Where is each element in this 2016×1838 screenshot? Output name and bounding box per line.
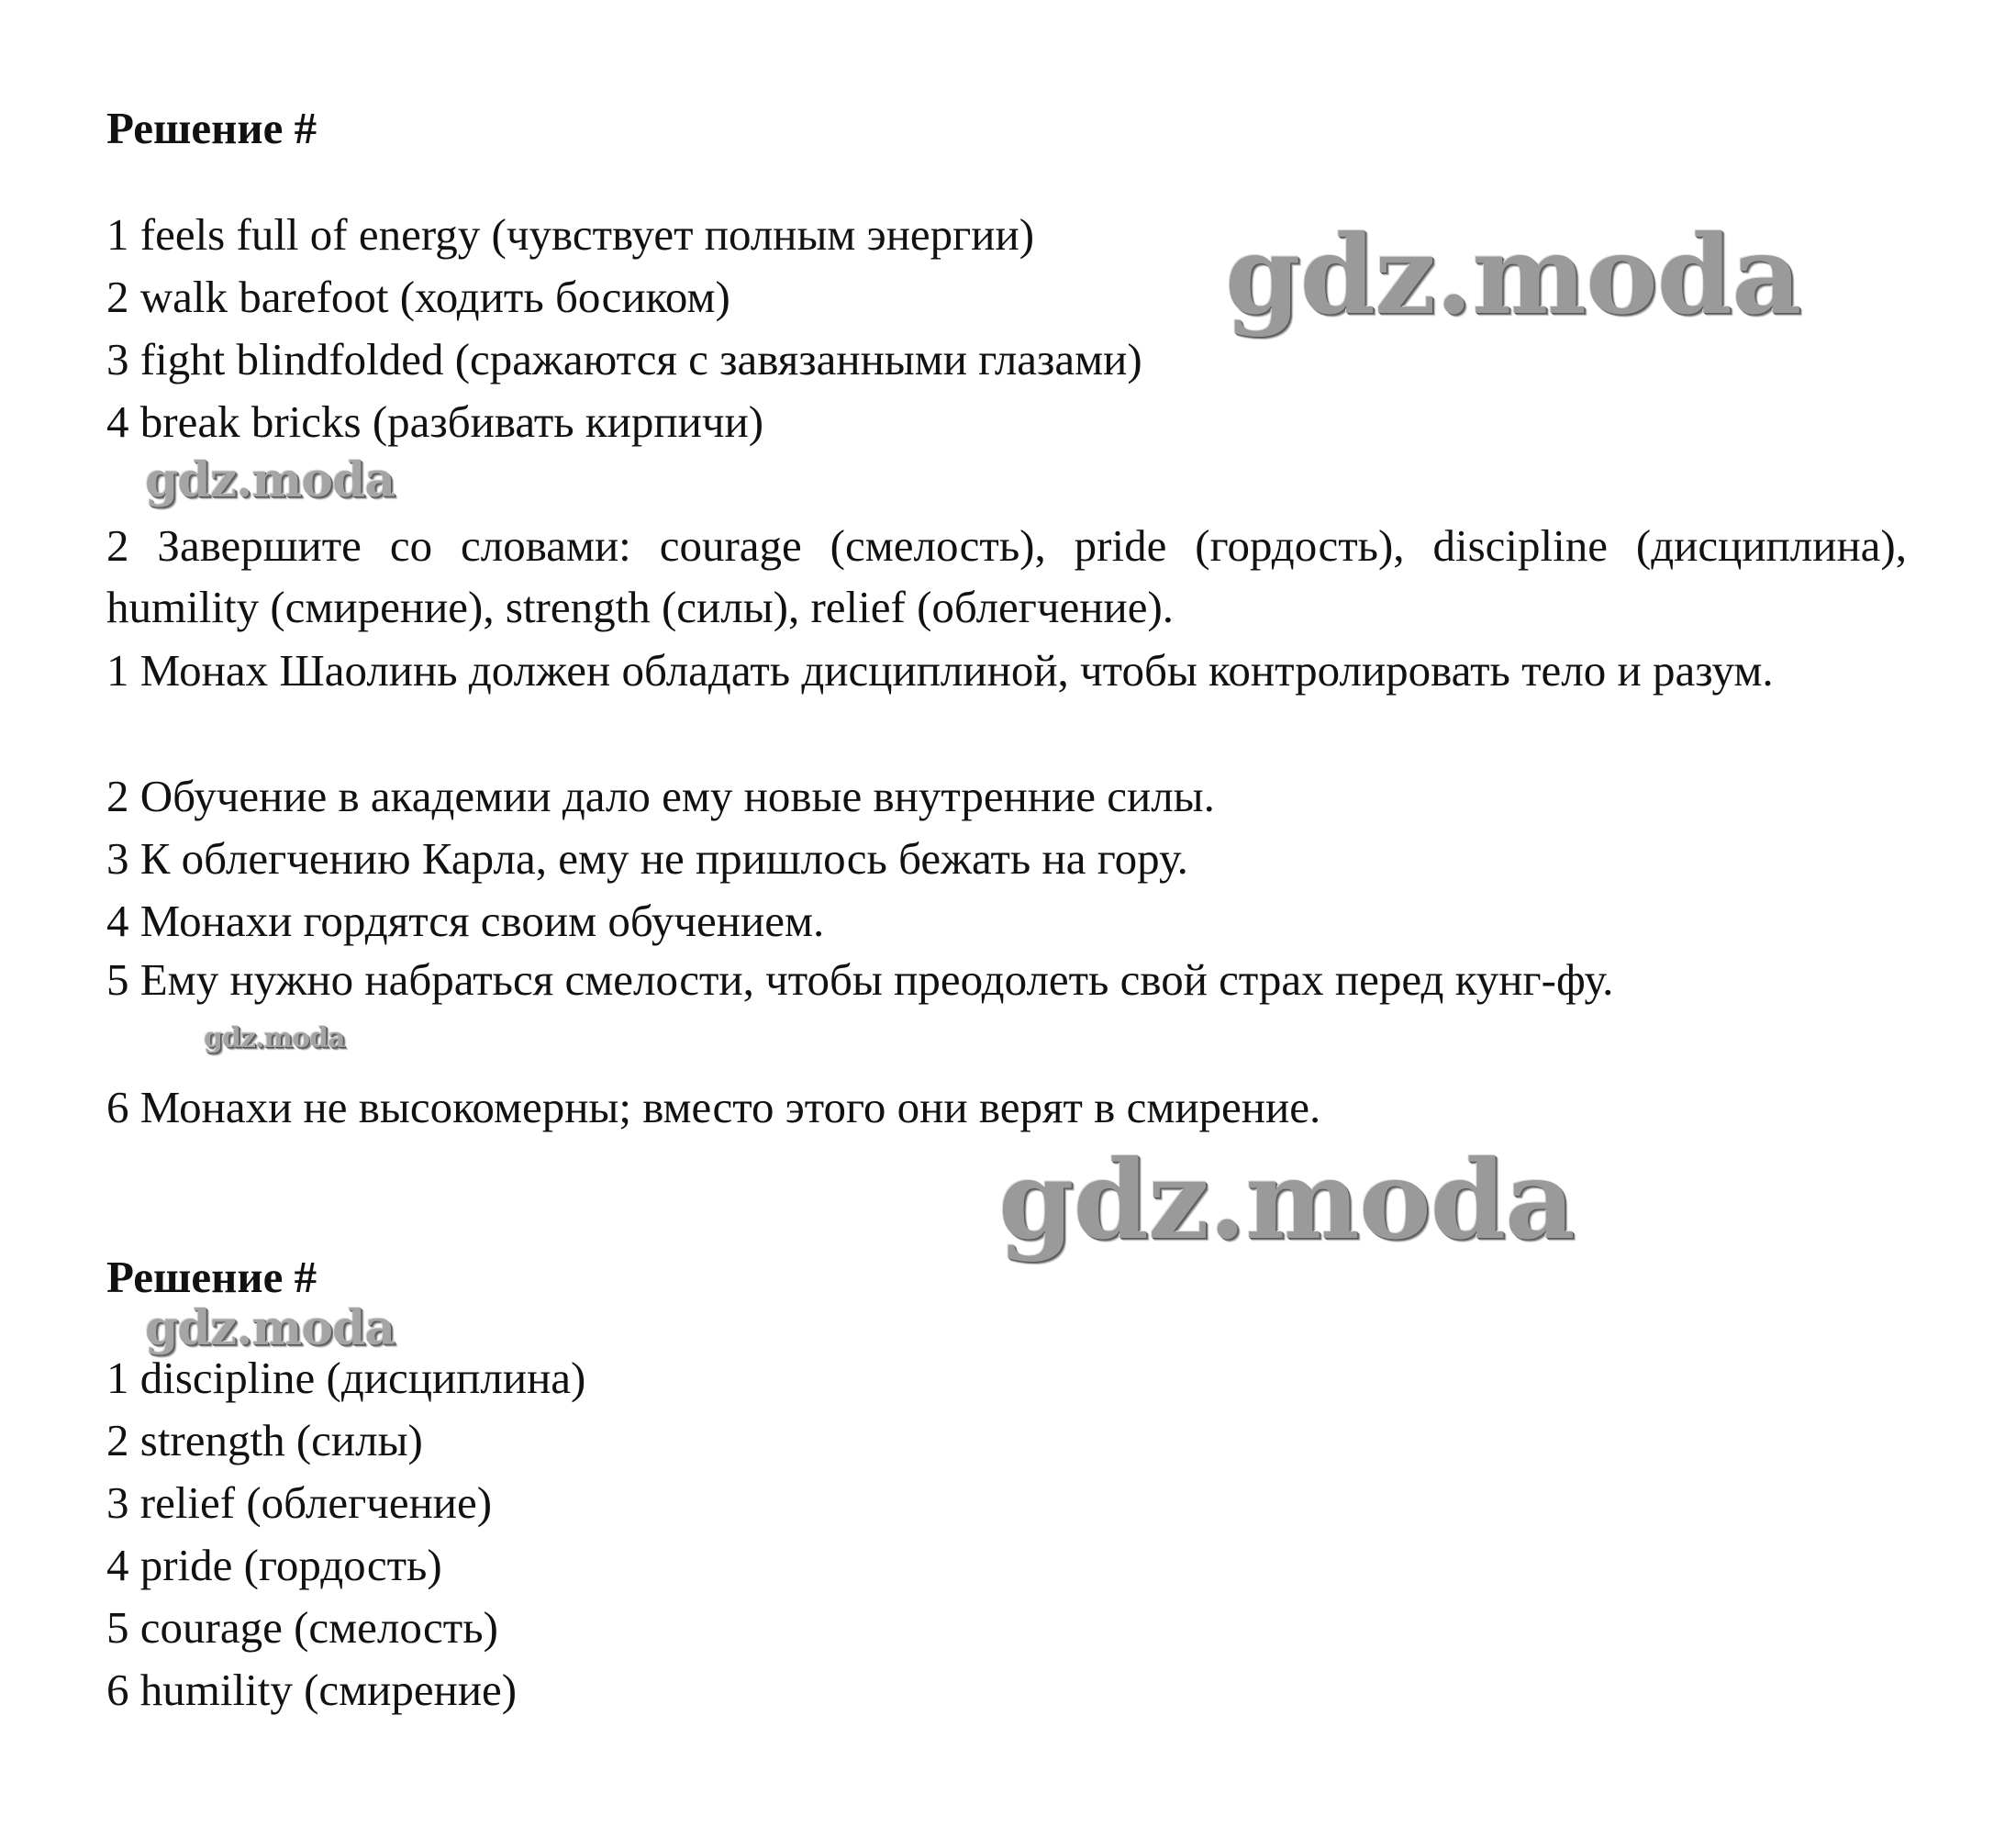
section2-item-5: 5 courage (смелость) xyxy=(106,1602,498,1653)
section1-sentence-3: 3 К облегчению Карла, ему не пришлось бежать на гору. xyxy=(106,833,1188,884)
section2-item-2: 2 strength (силы) xyxy=(106,1415,423,1465)
section1-heading: Решение # xyxy=(106,103,317,153)
section1-item-3: 3 fight blindfolded (сражаются с завязанными глазами) xyxy=(106,334,1142,384)
section2-item-3: 3 relief (облегчение) xyxy=(106,1477,493,1528)
section1-sentence-2: 2 Обучение в академии дало ему новые внутренние силы. xyxy=(106,771,1215,821)
section1-item-1: 1 feels full of energy (чувствует полным энергии) xyxy=(106,209,1035,260)
watermark-logo-small-2: gdz.moda xyxy=(145,1300,395,1356)
watermark-logo-small-1: gdz.moda xyxy=(145,452,395,508)
section1-sentence-5: 5 Ему нужно набраться смелости, чтобы преодолеть свой страх перед кунг-фу. xyxy=(106,954,1614,1005)
section1-instruction: 2 Завершите со словами: courage (смелость), pride (гордость), discipline (дисциплина), humility (смирение), strength (силы), relief (облегчение). xyxy=(106,520,1907,632)
section1-sentence-1: 1 Монах Шаолинь должен обладать дисциплиной, чтобы контролировать тело и разум. xyxy=(106,645,1774,696)
section2-item-4: 4 pride (гордость) xyxy=(106,1540,442,1590)
watermark-logo-large-1: gdz.moda xyxy=(1225,211,1801,339)
section2-item-6: 6 humility (смирение) xyxy=(106,1665,518,1715)
section1-sentence-6: 6 Монахи не высокомерны; вместо этого они верят в смирение. xyxy=(106,1082,1321,1132)
watermark-logo-large-2: gdz.moda xyxy=(998,1136,1575,1264)
section1-sentence-4: 4 Монахи гордятся своим обучением. xyxy=(106,896,825,946)
section1-item-4: 4 break bricks (разбивать кирпичи) xyxy=(106,396,764,447)
section1-item-2: 2 walk barefoot (ходить босиком) xyxy=(106,272,730,322)
section2-item-1: 1 discipline (дисциплина) xyxy=(106,1353,586,1403)
section2-heading: Решение # xyxy=(106,1252,317,1302)
watermark-logo-tiny: gdz.moda xyxy=(204,1022,345,1054)
